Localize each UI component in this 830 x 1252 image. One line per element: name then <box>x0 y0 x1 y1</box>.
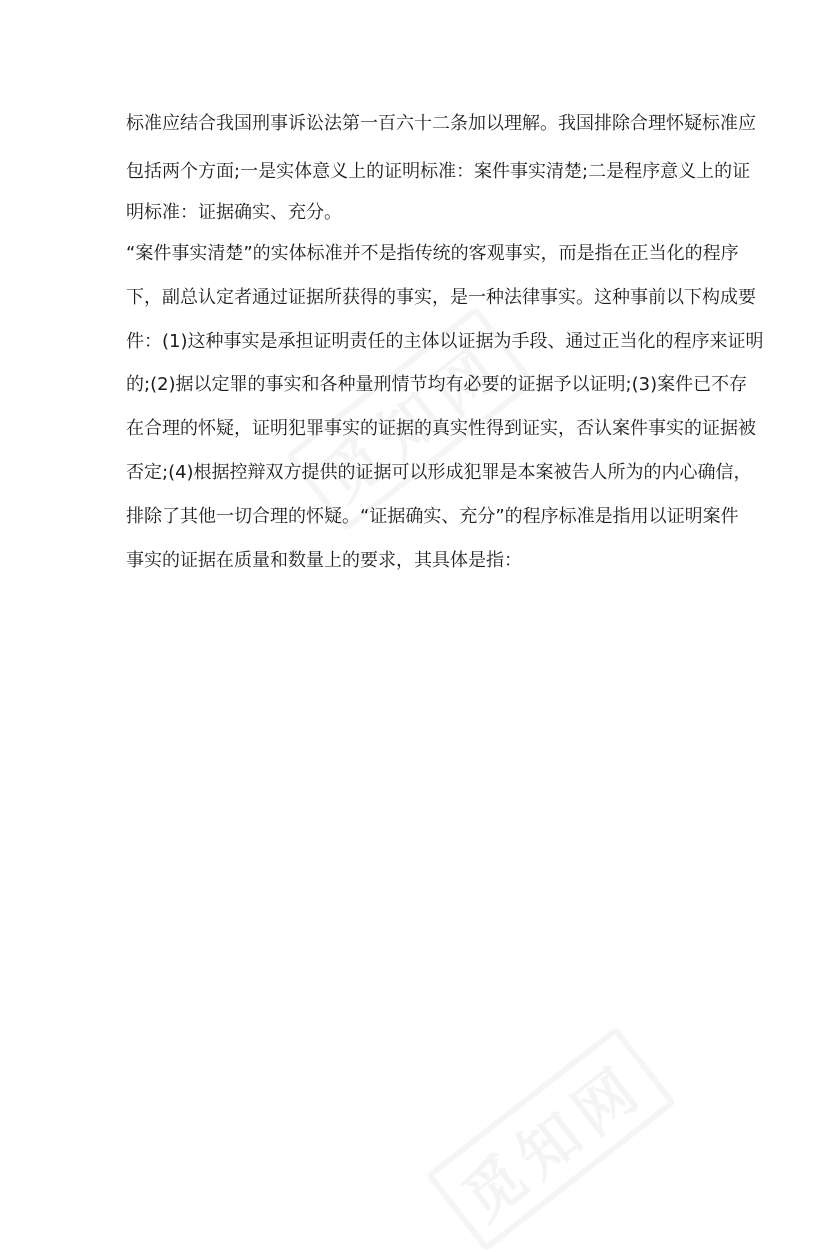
text-line: 明标准：证据确实、充分。 <box>126 202 342 223</box>
text-line: 件：(1)这种事实是承担证明责任的主体以证据为手段、通过正当化的程序来证明 <box>126 331 764 352</box>
text-line: 下，副总认定者通过证据所获得的事实，是一种法律事实。这种事前以下构成要 <box>126 287 756 308</box>
text-line: 在合理的怀疑，证明犯罪事实的证据的真实性得到证实，否认案件事实的证据被 <box>126 418 756 439</box>
text-line: 的;(2)据以定罪的事实和各种量刑情节均有必要的证据予以证明;(3)案件已不存 <box>126 374 748 395</box>
text-line: 事实的证据在质量和数量上的要求，其具体是指： <box>126 550 522 571</box>
text-line: 否定;(4)根据控辩双方提供的证据可以形成犯罪是本案被告人所为的内心确信， <box>126 462 752 483</box>
text-line: 包括两个方面;一是实体意义上的证明标准：案件事实清楚;二是程序意义上的证 <box>126 161 751 182</box>
text-line: 标准应结合我国刑事诉讼法第一百六十二条加以理解。我国排除合理怀疑标准应 <box>126 113 756 134</box>
text-line: “案件事实清楚”的实体标准并不是指传统的客观事实，而是指在正当化的程序 <box>126 243 739 264</box>
watermark-stamp <box>425 1026 676 1252</box>
text-line: 排除了其他一切合理的怀疑。“证据确实、充分”的程序标准是指用以证明案件 <box>126 506 739 527</box>
